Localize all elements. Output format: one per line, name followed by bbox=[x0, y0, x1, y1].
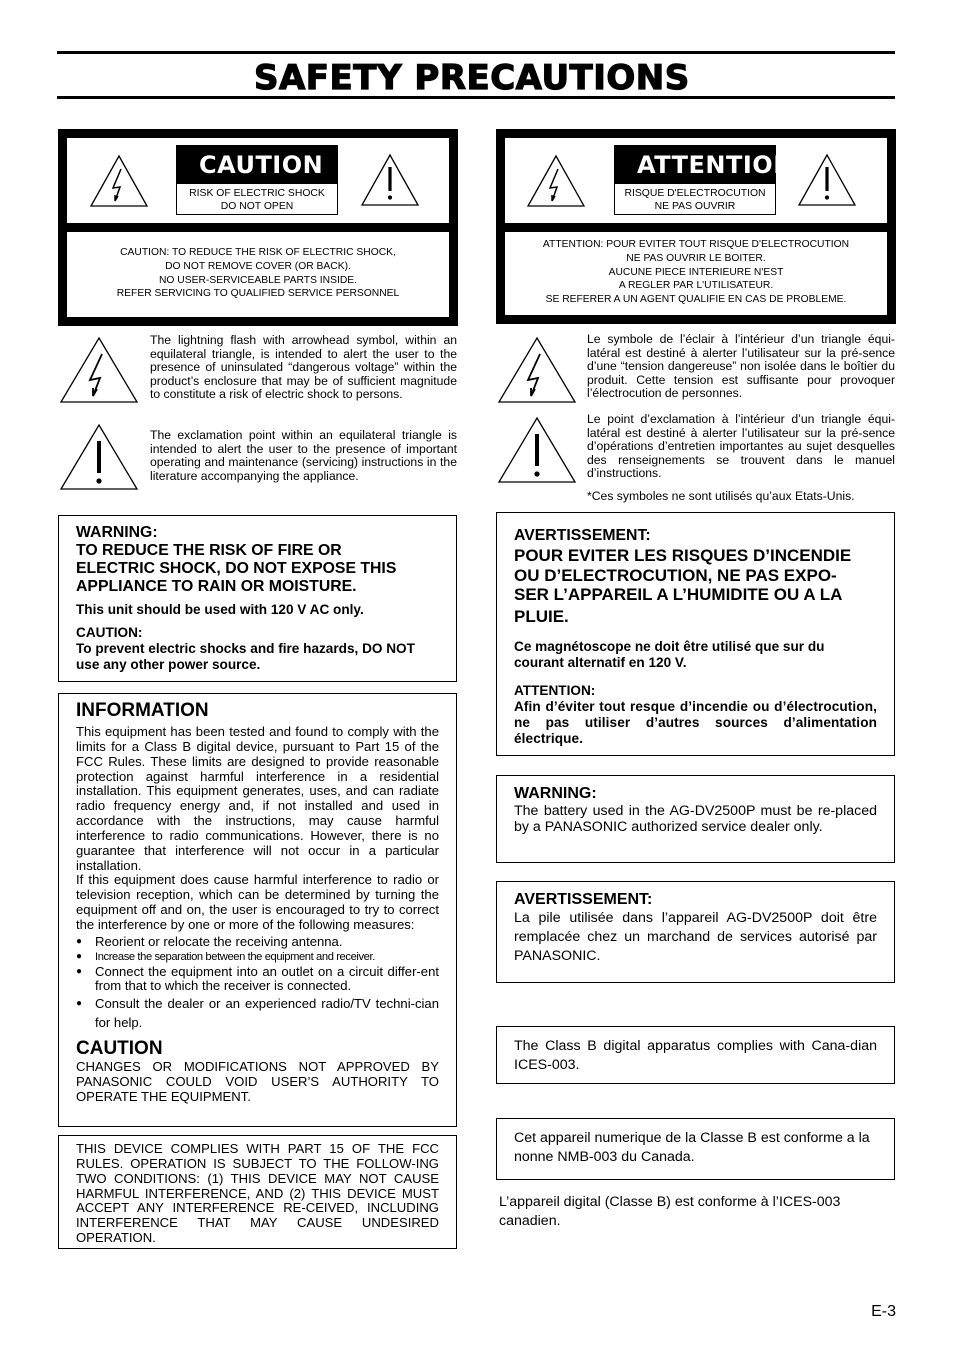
information-box bbox=[58, 693, 457, 1127]
attention-label bbox=[614, 145, 794, 215]
exclamation-warning-icon bbox=[797, 153, 857, 207]
canada-compliance-fr-box bbox=[496, 1118, 895, 1180]
attention-label-heading: ATTENTION bbox=[615, 146, 775, 184]
list-item: ● Connect the equipment into an outlet on a circuit differ-ent from that to which the receiver is connected. bbox=[76, 965, 439, 995]
exclamation-symbol-description-fr: Le point d’exclamation à l’intérieur d’un triangle équi-latéral est destiné à alerter l’utilisateur sur la pré-sence d’opérations d’entretien importantes au sujet desquelles des renseignements se trouvent dans le manuel d’instructions. bbox=[587, 412, 895, 481]
lightning-symbol-description: The lightning flash with arrowhead symbol, within an equilateral triangle, is intended to alert the user to the presence of uninsulated “dangerous voltage” within the product’s enclosure that may be of sufficient magnitude to constitute a risk of electric shock to persons. bbox=[150, 333, 457, 402]
battery-warning-heading: WARNING: bbox=[514, 785, 597, 802]
avertissement-line: OU D’ELECTROCUTION, NE PAS EXPO- bbox=[514, 565, 837, 585]
fcc-notice-text: THIS DEVICE COMPLIES WITH PART 15 OF THE FCC RULES. OPERATION IS SUBJECT TO THE FOLLOW-ING TWO CONDITIONS: (1) THIS DEVICE MAY NOT CAUSE HARMFUL INTERFERENCE, AND (2) THIS DEVICE MUST ACCEPT ANY INTERFERENCE RE-CEIVED, INCLUDING INTERFERENCE THAT MAY CAUSE UNDESIRED OPERATION. bbox=[76, 1141, 439, 1246]
attention-line: ATTENTION: POUR EVITER TOUT RISQUE D'ELECTROCUTION bbox=[542, 239, 850, 250]
warning-box bbox=[58, 515, 457, 682]
warning-heading: WARNING: bbox=[76, 524, 158, 541]
caution-heading: CAUTION: bbox=[76, 625, 143, 640]
caution-label-text bbox=[67, 232, 449, 317]
voltage-note: This unit should be used with 120 V AC only. bbox=[76, 602, 364, 617]
warning-line: ELECTRIC SHOCK, DO NOT EXPOSE THIS bbox=[76, 560, 397, 577]
information-heading: INFORMATION bbox=[76, 700, 209, 721]
attention-line: A REGLER PAR L'UTILISATEUR. bbox=[618, 280, 774, 292]
avertissement-box bbox=[496, 512, 895, 756]
symbols-usa-note: *Ces symboles ne sont utilisés qu’aux Etats-Unis. bbox=[587, 489, 855, 503]
list-item: ● Increase the separation between the equipment and receiver. bbox=[76, 950, 439, 965]
fcc-notice-box bbox=[58, 1135, 457, 1249]
exclamation-warning-icon bbox=[360, 153, 420, 207]
caution-text: To prevent electric shocks and fire hazards, DO NOT use any other power source. bbox=[76, 641, 415, 672]
canada-compliance-box bbox=[496, 1026, 895, 1084]
avertissement-line: PLUIE. bbox=[514, 606, 569, 626]
avertissement-line: POUR EVITER LES RISQUES D’INCENDIE bbox=[514, 546, 852, 565]
attention-label-sub-1: RISQUE D'ELECTROCUTION bbox=[624, 188, 766, 199]
information-para: This equipment has been tested and found to comply with the limits for a Class B digital device, pursuant to Part 15 of the FCC Rules. These limits are designed to provide reasonable protection against harmful interference in a residential installation. This equipment generates, uses, and can radiate radio frequency energy and, if not installed and used in accordance with the instructions, may cause harmful interference to radio communications. However, there is no guarantee that interference will not occur in a particular installation. bbox=[76, 724, 439, 873]
battery-avertissement-box bbox=[496, 881, 895, 983]
caution-label bbox=[176, 145, 338, 215]
canada-note: L’appareil digital (Classe B) est conforme à l’ICES-003 canadien. bbox=[499, 1194, 841, 1229]
avertissement-heading: AVERTISSEMENT: bbox=[514, 527, 651, 544]
attention-line: AUCUNE PIECE INTERIEURE N'EST bbox=[608, 266, 784, 278]
caution-line: NO USER-SERVICEABLE PARTS INSIDE. bbox=[159, 274, 357, 286]
warning-line: APPLIANCE TO RAIN OR MOISTURE. bbox=[76, 578, 357, 595]
lightning-symbol-description-fr: Le symbole de l’éclair à l’intérieur d’un triangle équi-latéral est destiné à alerter l’utilisateur sur la pré-sence d’une “tension dangereuse” non isolée dans le boîtier du produit. Cette tension est suffisante pour provoquer l’électrocution de personnes. bbox=[587, 332, 895, 401]
canada-compliance-text: The Class B digital apparatus complies with Cana-dian ICES-003. bbox=[514, 1038, 877, 1073]
information-para: If this equipment does cause harmful interference to radio or television reception, which can be determined by turning the equipment off and on, the user is encouraged to try to correct the interference by one or more of the following measures: bbox=[76, 872, 439, 932]
caution-label-heading: CAUTION bbox=[177, 146, 337, 184]
caution-heading: CAUTION bbox=[76, 1038, 163, 1060]
list-item: ● Reorient or relocate the receiving antenna. bbox=[76, 935, 439, 950]
caution-label-sub-1: RISK OF ELECTRIC SHOCK bbox=[189, 188, 325, 199]
attention-line: SE REFERER A UN AGENT QUALIFIE EN CAS DE PROBLEME. bbox=[545, 294, 847, 306]
exclamation-triangle-icon bbox=[497, 416, 577, 484]
exclamation-symbol-description: The exclamation point within an equilateral triangle is intended to alert the user to the presence of important operating and maintenance (servicing) instructions in the literature accompanying the appliance. bbox=[150, 428, 457, 483]
battery-avertissement-heading: AVERTISSEMENT: bbox=[514, 891, 653, 908]
caution-line: DO NOT REMOVE COVER (OR BACK). bbox=[165, 260, 351, 272]
attention-text: Afin d’éviter tout resque d’incendie ou d’électrocution, ne pas utiliser d’autres sources d’alimentation électrique. bbox=[514, 699, 877, 746]
caution-label-sub-2: DO NOT OPEN bbox=[220, 201, 294, 212]
lightning-warning-icon bbox=[526, 154, 586, 208]
attention-heading: ATTENTION: bbox=[514, 683, 596, 698]
avertissement-line: SER L’APPAREIL A L’HUMIDITE OU A LA bbox=[514, 585, 843, 604]
attention-label-text bbox=[505, 232, 887, 315]
lightning-triangle-icon bbox=[59, 336, 139, 404]
exclamation-triangle-icon bbox=[59, 423, 139, 491]
battery-avertissement-text: La pile utilisée dans l’appareil AG-DV2500P doit être remplacée chez un marchand de services autorisé par PANASONIC. bbox=[514, 910, 877, 964]
battery-warning-text: The battery used in the AG-DV2500P must be re-placed by a PANASONIC authorized service dealer only. bbox=[514, 803, 877, 835]
interference-measures-list bbox=[76, 935, 439, 1032]
page-number: E-3 bbox=[871, 1303, 896, 1320]
list-item: ● Consult the dealer or an experienced radio/TV techni-cian for help. bbox=[76, 994, 439, 1032]
caution-line: CAUTION: TO REDUCE THE RISK OF ELECTRIC SHOCK, bbox=[120, 247, 396, 258]
page-title: SAFETY PRECAUTIONS bbox=[254, 58, 690, 98]
caution-line: REFER SERVICING TO QUALIFIED SERVICE PERSONNEL bbox=[116, 288, 400, 300]
caution-text: CHANGES OR MODIFICATIONS NOT APPROVED BY PANASONIC COULD VOID USER’S AUTHORITY TO OPERATE THE EQUIPMENT. bbox=[76, 1059, 439, 1104]
title-bar bbox=[57, 51, 895, 99]
battery-warning-box bbox=[496, 775, 895, 863]
warning-line: TO REDUCE THE RISK OF FIRE OR bbox=[76, 542, 342, 559]
attention-line: NE PAS OUVRIR LE BOITER. bbox=[626, 252, 766, 264]
attention-label-sub-2: NE PAS OUVRIR bbox=[654, 201, 736, 212]
canada-compliance-fr-text: Cet appareil numerique de la Classe B est conforme a la nonne NMB-003 du Canada. bbox=[514, 1130, 870, 1165]
lightning-warning-icon bbox=[89, 154, 149, 208]
voltage-note-fr: Ce magnétoscope ne doit être utilisé que sur du courant alternatif en 120 V. bbox=[514, 639, 825, 670]
lightning-triangle-icon bbox=[497, 336, 577, 404]
